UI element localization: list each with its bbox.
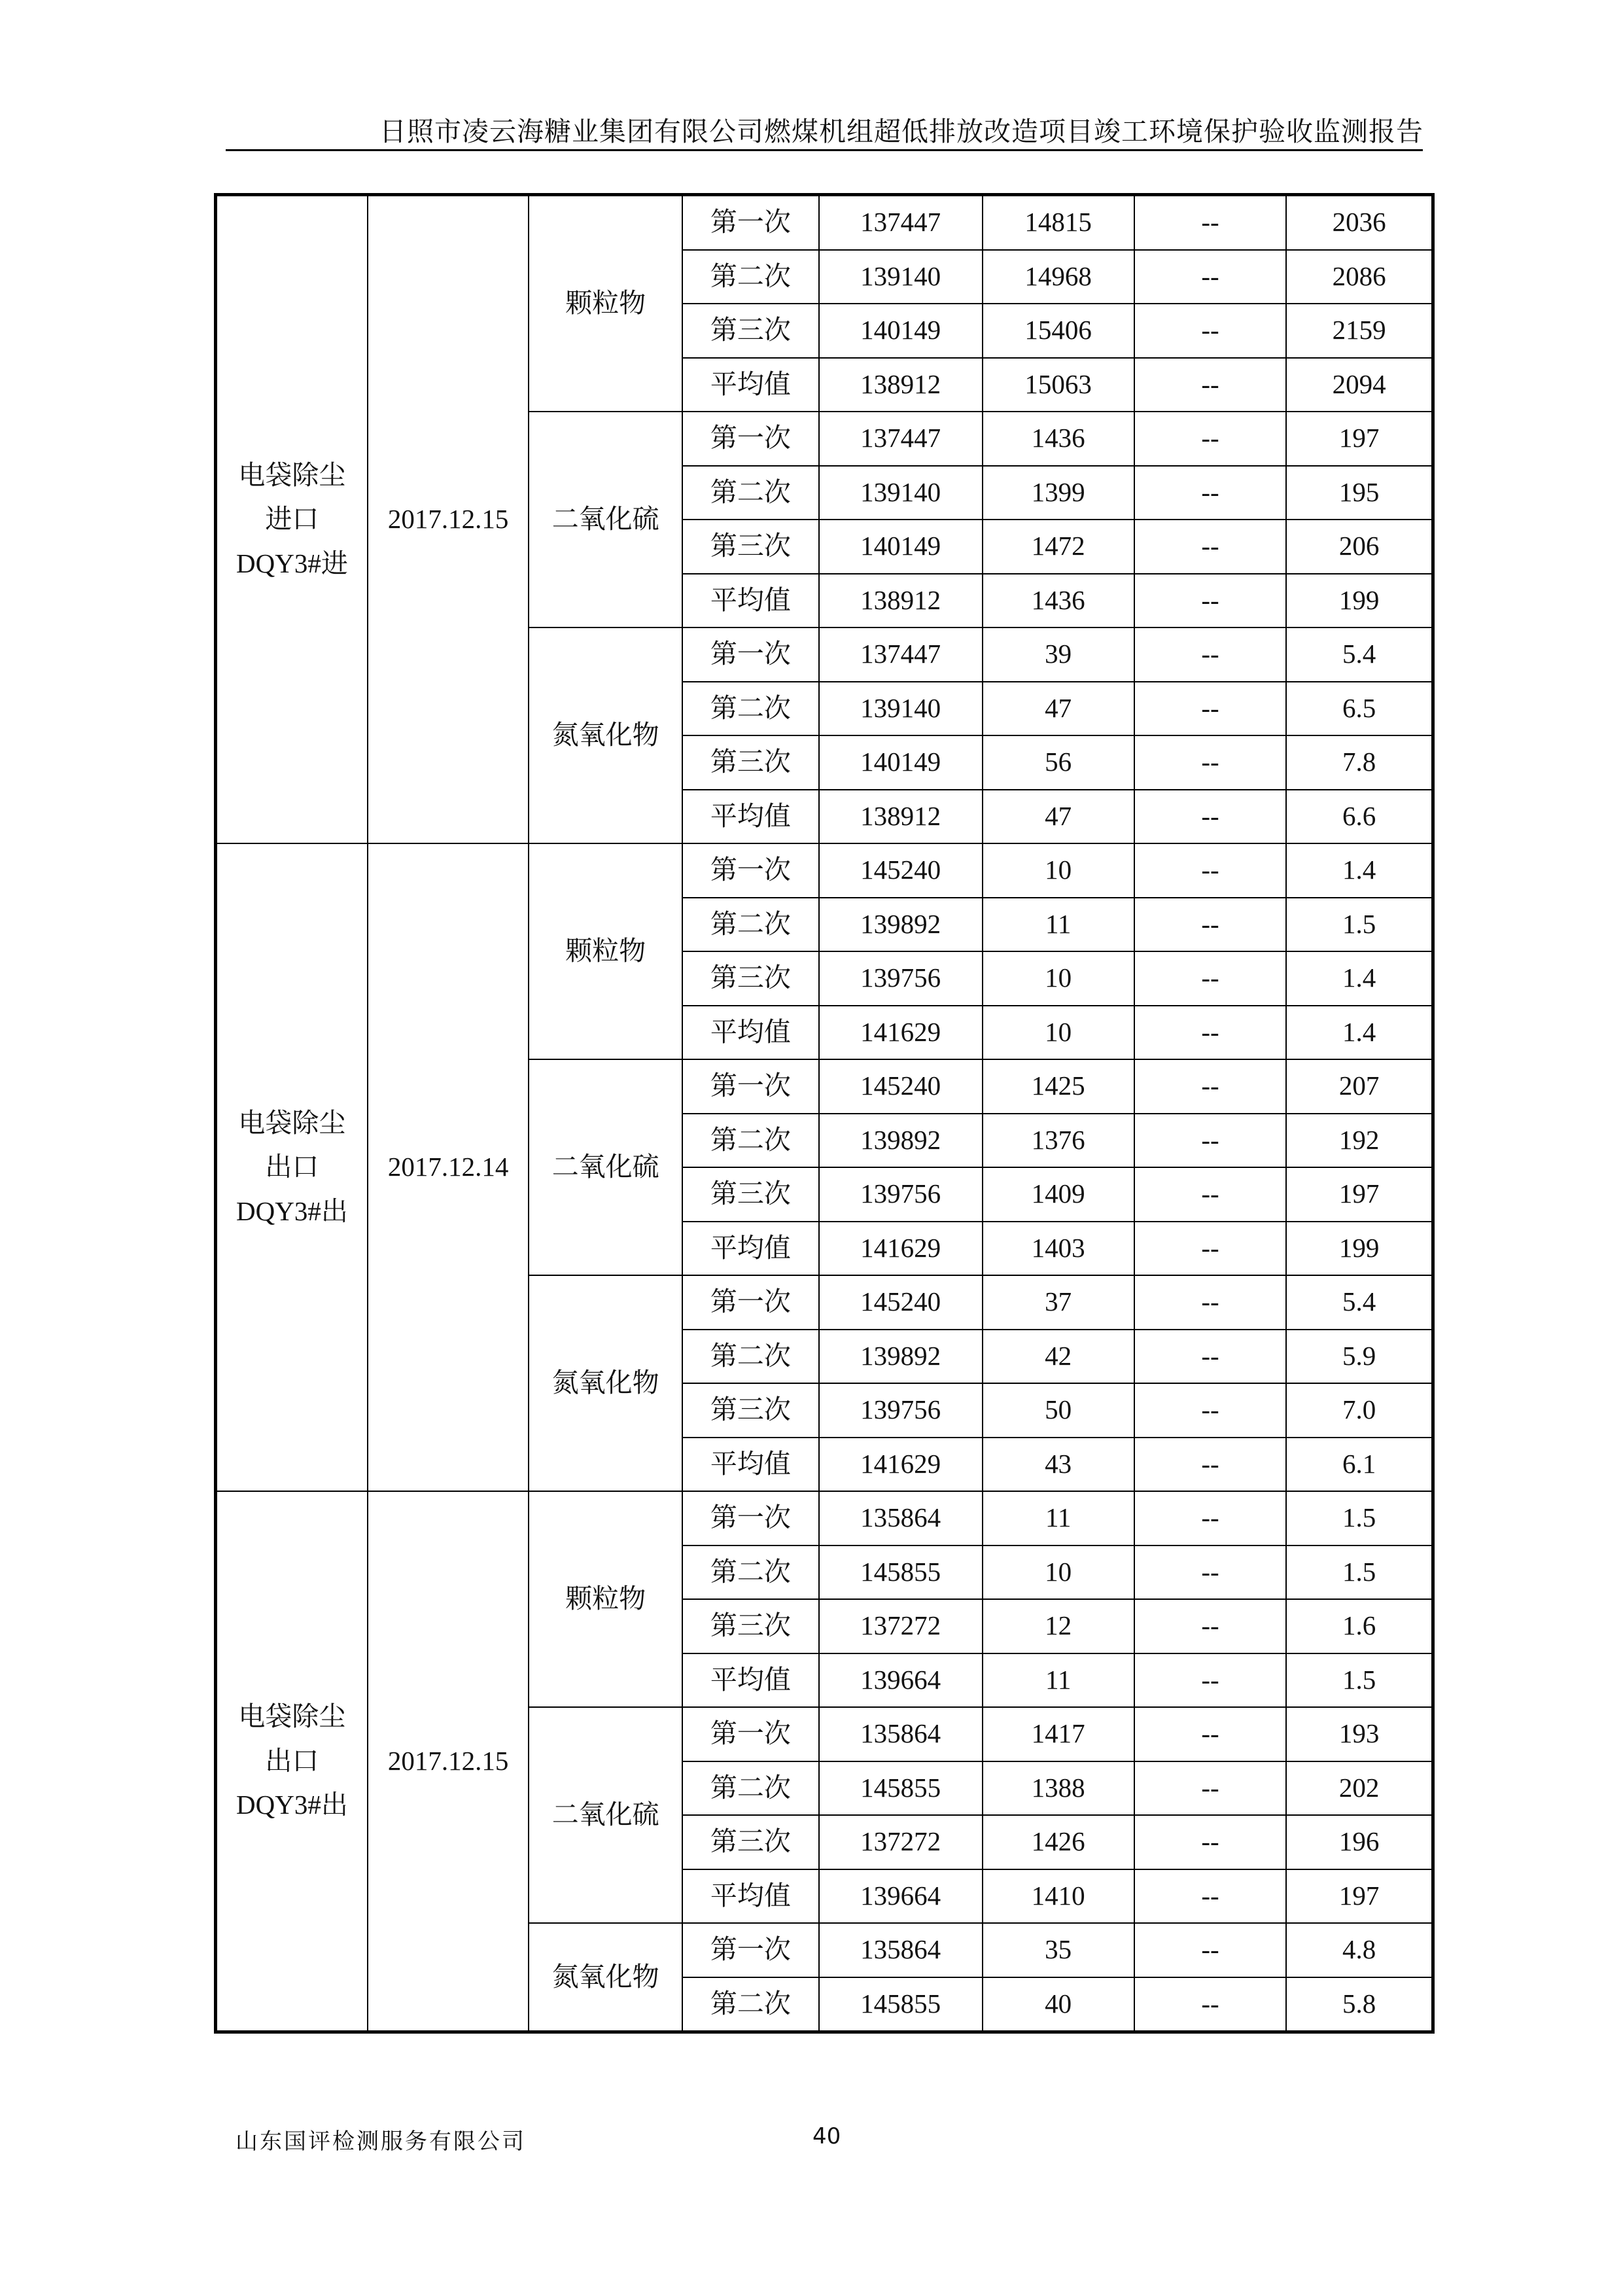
emission-rate-value: 196	[1286, 1815, 1433, 1869]
measurement-label: 第一次	[682, 195, 819, 250]
converted-value: --	[1134, 1761, 1286, 1816]
table-row	[216, 1491, 1433, 1545]
emission-rate-value: 2094	[1286, 358, 1433, 412]
emission-rate-value: 192	[1286, 1114, 1433, 1168]
emission-rate-value: 1.5	[1286, 1653, 1433, 1708]
concentration-value: 10	[983, 1545, 1134, 1600]
converted-value: --	[1134, 304, 1286, 358]
emission-rate-value: 5.9	[1286, 1330, 1433, 1384]
converted-value: --	[1134, 574, 1286, 628]
measurement-label: 第二次	[682, 898, 819, 952]
measurement-label: 平均值	[682, 790, 819, 844]
sampling-date-cell: 2017.12.14	[368, 843, 529, 1491]
emission-rate-value: 6.1	[1286, 1438, 1433, 1492]
emission-rate-value: 7.8	[1286, 735, 1433, 790]
converted-value: --	[1134, 1114, 1286, 1168]
converted-value: --	[1134, 627, 1286, 682]
measurement-label: 第一次	[682, 1491, 819, 1545]
flow-value: 140149	[819, 520, 983, 574]
measurement-label: 第二次	[682, 466, 819, 520]
flow-value: 139664	[819, 1653, 983, 1708]
converted-value: --	[1134, 1545, 1286, 1600]
concentration-value: 15063	[983, 358, 1134, 412]
concentration-value: 1426	[983, 1815, 1134, 1869]
flow-value: 139756	[819, 1167, 983, 1222]
concentration-value: 14968	[983, 250, 1134, 304]
measurement-label: 第三次	[682, 1167, 819, 1222]
converted-value: --	[1134, 898, 1286, 952]
concentration-value: 15406	[983, 304, 1134, 358]
flow-value: 139892	[819, 1330, 983, 1384]
location-line: DQY3#进	[236, 548, 348, 578]
emission-rate-value: 6.5	[1286, 682, 1433, 736]
flow-value: 145855	[819, 1977, 983, 2032]
monitoring-data-table	[214, 193, 1435, 2034]
converted-value: --	[1134, 1330, 1286, 1384]
emission-rate-value: 2036	[1286, 195, 1433, 250]
report-title: 日照市凌云海糖业集团有限公司燃煤机组超低排放改造项目竣工环境保护验收监测报告	[379, 116, 1423, 147]
pollutant-name-cell: 氮氧化物	[529, 1275, 682, 1491]
emission-rate-value: 1.4	[1286, 951, 1433, 1006]
location-line: 电袋除尘	[238, 1701, 346, 1732]
flow-value: 138912	[819, 358, 983, 412]
measurement-label: 第二次	[682, 250, 819, 304]
converted-value: --	[1134, 1707, 1286, 1761]
concentration-value: 10	[983, 843, 1134, 898]
flow-value: 138912	[819, 574, 983, 628]
location-line: DQY3#出	[236, 1195, 348, 1226]
measurement-label: 第三次	[682, 735, 819, 790]
emission-rate-value: 2159	[1286, 304, 1433, 358]
concentration-value: 1403	[983, 1222, 1134, 1276]
location-line: 进口	[265, 504, 319, 535]
flow-value: 137272	[819, 1815, 983, 1869]
concentration-value: 43	[983, 1438, 1134, 1492]
emission-rate-value: 206	[1286, 520, 1433, 574]
measurement-label: 平均值	[682, 574, 819, 628]
emission-rate-value: 202	[1286, 1761, 1433, 1816]
table-body	[216, 195, 1433, 2032]
emission-rate-value: 7.0	[1286, 1383, 1433, 1438]
converted-value: --	[1134, 1383, 1286, 1438]
converted-value: --	[1134, 1059, 1286, 1114]
measurement-label: 第一次	[682, 412, 819, 466]
flow-value: 140149	[819, 304, 983, 358]
concentration-value: 14815	[983, 195, 1134, 250]
measurement-label: 第三次	[682, 304, 819, 358]
flow-value: 135864	[819, 1707, 983, 1761]
measurement-label: 第二次	[682, 1545, 819, 1600]
converted-value: --	[1134, 1491, 1286, 1545]
converted-value: --	[1134, 1006, 1286, 1060]
converted-value: --	[1134, 951, 1286, 1006]
measurement-label: 第三次	[682, 520, 819, 574]
concentration-value: 1399	[983, 466, 1134, 520]
flow-value: 139140	[819, 682, 983, 736]
measurement-label: 第二次	[682, 682, 819, 736]
measurement-label: 第三次	[682, 951, 819, 1006]
measurement-label: 第一次	[682, 1923, 819, 1977]
location-line: 电袋除尘	[238, 1107, 346, 1138]
measurement-label: 平均值	[682, 1869, 819, 1924]
measurement-label: 平均值	[682, 358, 819, 412]
footer-company: 山东国评检测服务有限公司	[236, 2128, 526, 2155]
emission-rate-value: 197	[1286, 1869, 1433, 1924]
measurement-label: 平均值	[682, 1222, 819, 1276]
concentration-value: 35	[983, 1923, 1134, 1977]
sampling-date-cell: 2017.12.15	[368, 195, 529, 844]
flow-value: 140149	[819, 735, 983, 790]
converted-value: --	[1134, 1167, 1286, 1222]
concentration-value: 1409	[983, 1167, 1134, 1222]
concentration-value: 11	[983, 1491, 1134, 1545]
location-line: 出口	[265, 1152, 319, 1182]
concentration-value: 11	[983, 898, 1134, 952]
concentration-value: 10	[983, 1006, 1134, 1060]
concentration-value: 1376	[983, 1114, 1134, 1168]
emission-rate-value: 199	[1286, 1222, 1433, 1276]
converted-value: --	[1134, 1275, 1286, 1330]
converted-value: --	[1134, 412, 1286, 466]
measurement-label: 第一次	[682, 843, 819, 898]
emission-rate-value: 5.4	[1286, 627, 1433, 682]
concentration-value: 56	[983, 735, 1134, 790]
converted-value: --	[1134, 1869, 1286, 1924]
converted-value: --	[1134, 1599, 1286, 1653]
emission-rate-value: 207	[1286, 1059, 1433, 1114]
measurement-label: 第三次	[682, 1599, 819, 1653]
emission-rate-value: 193	[1286, 1707, 1433, 1761]
pollutant-name-cell: 颗粒物	[529, 195, 682, 412]
concentration-value: 10	[983, 951, 1134, 1006]
flow-value: 141629	[819, 1006, 983, 1060]
converted-value: --	[1134, 790, 1286, 844]
measurement-label: 第二次	[682, 1114, 819, 1168]
flow-value: 139756	[819, 1383, 983, 1438]
flow-value: 139756	[819, 951, 983, 1006]
converted-value: --	[1134, 735, 1286, 790]
converted-value: --	[1134, 1923, 1286, 1977]
converted-value: --	[1134, 1438, 1286, 1492]
emission-rate-value: 5.8	[1286, 1977, 1433, 2032]
concentration-value: 37	[983, 1275, 1134, 1330]
location-line: 出口	[265, 1745, 319, 1776]
emission-rate-value: 1.6	[1286, 1599, 1433, 1653]
concentration-value: 50	[983, 1383, 1134, 1438]
pollutant-name-cell: 二氧化硫	[529, 1059, 682, 1275]
emission-rate-value: 1.4	[1286, 843, 1433, 898]
measurement-label: 第二次	[682, 1977, 819, 2032]
emission-rate-value: 4.8	[1286, 1923, 1433, 1977]
monitoring-location-cell	[216, 1491, 368, 2032]
flow-value: 139664	[819, 1869, 983, 1924]
flow-value: 139140	[819, 250, 983, 304]
flow-value: 145240	[819, 843, 983, 898]
flow-value: 137447	[819, 627, 983, 682]
pollutant-name-cell: 颗粒物	[529, 1491, 682, 1707]
flow-value: 135864	[819, 1923, 983, 1977]
flow-value: 145855	[819, 1545, 983, 1600]
emission-rate-value: 1.4	[1286, 1006, 1433, 1060]
monitoring-table-container	[214, 193, 1435, 2034]
converted-value: --	[1134, 466, 1286, 520]
converted-value: --	[1134, 1222, 1286, 1276]
location-line: DQY3#出	[236, 1790, 348, 1820]
emission-rate-value: 197	[1286, 1167, 1433, 1222]
measurement-label: 第一次	[682, 1059, 819, 1114]
concentration-value: 1425	[983, 1059, 1134, 1114]
concentration-value: 1417	[983, 1707, 1134, 1761]
concentration-value: 1436	[983, 574, 1134, 628]
flow-value: 145855	[819, 1761, 983, 1816]
concentration-value: 1472	[983, 520, 1134, 574]
emission-rate-value: 199	[1286, 574, 1433, 628]
emission-rate-value: 195	[1286, 466, 1433, 520]
converted-value: --	[1134, 1815, 1286, 1869]
concentration-value: 40	[983, 1977, 1134, 2032]
concentration-value: 47	[983, 790, 1134, 844]
concentration-value: 39	[983, 627, 1134, 682]
measurement-label: 第一次	[682, 1275, 819, 1330]
concentration-value: 1436	[983, 412, 1134, 466]
flow-value: 139892	[819, 1114, 983, 1168]
measurement-label: 第三次	[682, 1383, 819, 1438]
measurement-label: 第一次	[682, 1707, 819, 1761]
flow-value: 141629	[819, 1438, 983, 1492]
flow-value: 139140	[819, 466, 983, 520]
pollutant-name-cell: 二氧化硫	[529, 412, 682, 627]
converted-value: --	[1134, 358, 1286, 412]
converted-value: --	[1134, 250, 1286, 304]
measurement-label: 第二次	[682, 1330, 819, 1384]
monitoring-location-cell	[216, 195, 368, 844]
emission-rate-value: 2086	[1286, 250, 1433, 304]
emission-rate-value: 1.5	[1286, 1545, 1433, 1600]
emission-rate-value: 1.5	[1286, 898, 1433, 952]
measurement-label: 第三次	[682, 1815, 819, 1869]
concentration-value: 47	[983, 682, 1134, 736]
flow-value: 137447	[819, 412, 983, 466]
measurement-label: 第一次	[682, 627, 819, 682]
converted-value: --	[1134, 1653, 1286, 1708]
pollutant-name-cell: 二氧化硫	[529, 1707, 682, 1923]
concentration-value: 11	[983, 1653, 1134, 1708]
flow-value: 139892	[819, 898, 983, 952]
flow-value: 145240	[819, 1275, 983, 1330]
measurement-label: 平均值	[682, 1438, 819, 1492]
flow-value: 145240	[819, 1059, 983, 1114]
flow-value: 135864	[819, 1491, 983, 1545]
emission-rate-value: 6.6	[1286, 790, 1433, 844]
converted-value: --	[1134, 843, 1286, 898]
page-number: 40	[812, 2123, 841, 2149]
pollutant-name-cell: 氮氧化物	[529, 1923, 682, 2032]
emission-rate-value: 1.5	[1286, 1491, 1433, 1545]
converted-value: --	[1134, 682, 1286, 736]
table-row	[216, 843, 1433, 898]
converted-value: --	[1134, 520, 1286, 574]
converted-value: --	[1134, 195, 1286, 250]
concentration-value: 1388	[983, 1761, 1134, 1816]
measurement-label: 第二次	[682, 1761, 819, 1816]
flow-value: 137447	[819, 195, 983, 250]
header-divider	[226, 149, 1423, 151]
converted-value: --	[1134, 1977, 1286, 2032]
concentration-value: 42	[983, 1330, 1134, 1384]
pollutant-name-cell: 颗粒物	[529, 843, 682, 1059]
flow-value: 137272	[819, 1599, 983, 1653]
pollutant-name-cell: 氮氧化物	[529, 627, 682, 843]
flow-value: 138912	[819, 790, 983, 844]
emission-rate-value: 197	[1286, 412, 1433, 466]
measurement-label: 平均值	[682, 1006, 819, 1060]
concentration-value: 12	[983, 1599, 1134, 1653]
sampling-date-cell: 2017.12.15	[368, 1491, 529, 2032]
monitoring-location-cell	[216, 843, 368, 1491]
emission-rate-value: 5.4	[1286, 1275, 1433, 1330]
location-line: 电袋除尘	[238, 459, 346, 490]
measurement-label: 平均值	[682, 1653, 819, 1708]
concentration-value: 1410	[983, 1869, 1134, 1924]
table-row	[216, 195, 1433, 250]
flow-value: 141629	[819, 1222, 983, 1276]
